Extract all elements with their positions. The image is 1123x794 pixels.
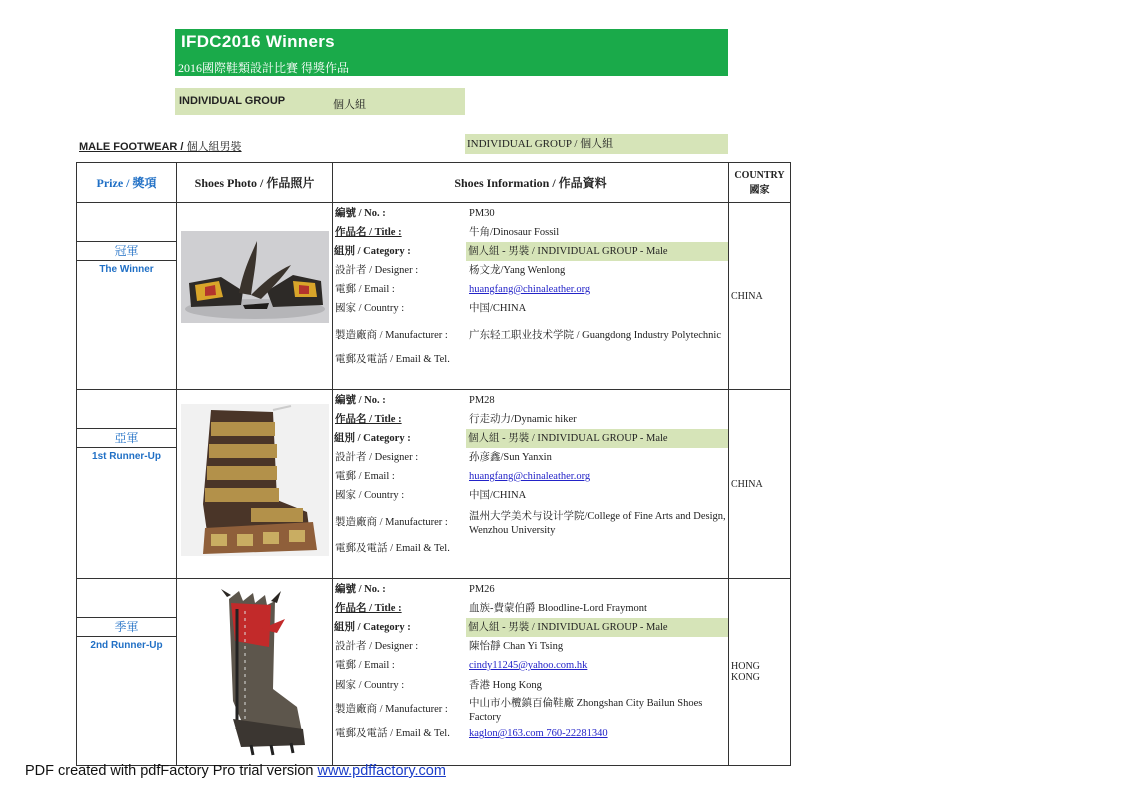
label-country: 國家 / Country : xyxy=(335,303,405,314)
value-no: PM28 xyxy=(469,395,495,406)
info-cell xyxy=(333,203,729,390)
label-designer: 設計者 / Designer : xyxy=(335,452,419,463)
label-no: 編號 / No. : xyxy=(335,395,386,406)
info-cell xyxy=(333,390,729,579)
info-row-category xyxy=(333,242,728,261)
section-group-box xyxy=(465,134,728,154)
info-row-no xyxy=(334,580,728,599)
value-country: 中国/CHINA xyxy=(469,490,527,501)
email-link[interactable]: cindy11245@yahoo.com.hk xyxy=(469,660,588,671)
section-heading-en: MALE FOOTWEAR / xyxy=(79,141,184,153)
winners-table xyxy=(76,162,791,766)
footer-link[interactable]: www.pdffactory.com xyxy=(317,763,446,779)
info-row-no xyxy=(334,391,728,410)
country-cell: CHINA xyxy=(729,390,791,579)
info-row-category xyxy=(333,429,728,448)
value-manufacturer: 广东轻工职业技术学院 / Guangdong Industry Polytechnic xyxy=(469,330,721,341)
label-designer: 設計者 / Designer : xyxy=(335,641,419,652)
value-manufacturer: 温州大学美术与设计学院/College of Fine Arts and Design, Wenzhou University xyxy=(469,511,726,536)
value-manufacturer: 中山市小欖鎮百倫鞋廠 Zhongshan City Bailun Shoes Factory xyxy=(469,698,703,723)
value-category: 個人組 - 男裝 / INDIVIDUAL GROUP - Male xyxy=(466,242,728,261)
photo-cell xyxy=(177,390,333,579)
email-link[interactable]: huangfang@chinaleather.org xyxy=(469,284,591,295)
label-manufacturer: 製造廠商 / Manufacturer : xyxy=(335,330,448,341)
prize-label-cn: 亞軍 xyxy=(77,428,176,448)
info-row-email xyxy=(334,656,728,675)
info-row-category xyxy=(333,618,728,637)
info-row-title xyxy=(334,410,728,429)
photo-cell xyxy=(177,203,333,390)
prize-cell xyxy=(77,203,177,390)
tel-link[interactable]: kaglon@163.com 760-22281340 xyxy=(469,728,608,739)
country-cell: HONG KONG xyxy=(729,579,791,766)
value-country: 香港 Hong Kong xyxy=(469,680,542,691)
info-row-country xyxy=(334,486,728,505)
header-country xyxy=(729,163,791,203)
info-row-email xyxy=(334,280,728,299)
pdf-footer xyxy=(25,763,446,779)
value-country: 中国/CHINA xyxy=(469,303,527,314)
prize-cell xyxy=(77,390,177,579)
info-row-manufacturer xyxy=(334,511,728,536)
info-row-title xyxy=(334,599,728,618)
footer-text: PDF created with pdfFactory Pro trial version xyxy=(25,763,318,779)
prize-cell xyxy=(77,579,177,766)
group-label-box xyxy=(175,88,465,115)
shoe-photo-dinosaur xyxy=(181,231,329,323)
photo-cell xyxy=(177,579,333,766)
shoe-photo-boot xyxy=(181,404,329,556)
prize-label-en: 2nd Runner-Up xyxy=(90,640,163,651)
label-category: 組別 / Category : xyxy=(334,433,411,444)
header-country-cn: 國家 xyxy=(749,184,770,196)
prize-label-cn: 季軍 xyxy=(77,617,176,637)
info-row-tel xyxy=(334,724,728,743)
value-designer: 杨文龙/Yang Wenlong xyxy=(469,265,566,276)
label-email: 電郵 / Email : xyxy=(335,284,395,295)
prize-label-en: 1st Runner-Up xyxy=(92,451,161,462)
value-category: 個人組 - 男裝 / INDIVIDUAL GROUP - Male xyxy=(466,429,728,448)
title-banner xyxy=(175,29,728,76)
label-no: 編號 / No. : xyxy=(335,584,386,595)
value-title: 牛角/Dinosaur Fossil xyxy=(469,227,560,238)
value-designer: 陳怡靜 Chan Yi Tsing xyxy=(469,641,564,652)
section-heading xyxy=(79,138,242,154)
info-row-designer xyxy=(334,637,728,656)
label-manufacturer: 製造廠商 / Manufacturer : xyxy=(335,704,448,715)
header-country-en: COUNTRY xyxy=(734,169,785,181)
table-header-row xyxy=(77,163,791,203)
value-category: 個人組 - 男裝 / INDIVIDUAL GROUP - Male xyxy=(466,618,728,637)
header-info: Shoes Information / 作品資料 xyxy=(333,163,729,203)
label-category: 組別 / Category : xyxy=(334,246,411,257)
value-no: PM30 xyxy=(469,208,495,219)
info-row-title xyxy=(334,223,728,242)
table-row xyxy=(77,390,791,579)
info-row-tel xyxy=(334,539,728,558)
label-manufacturer: 製造廠商 / Manufacturer : xyxy=(335,517,448,528)
prize-label-cn: 冠軍 xyxy=(77,241,176,261)
group-label-cn: 個人組 xyxy=(333,99,366,111)
label-designer: 設計者 / Designer : xyxy=(335,265,419,276)
value-title: 血族-費蒙伯爵 Bloodline-Lord Fraymont xyxy=(469,603,647,614)
table-row xyxy=(77,203,791,390)
value-no: PM26 xyxy=(469,584,495,595)
label-country: 國家 / Country : xyxy=(335,680,405,691)
info-row-manufacturer xyxy=(334,698,728,723)
info-row-country xyxy=(334,299,728,318)
label-title: 作品名 / Title : xyxy=(335,414,402,425)
shoe-photo-tall-boot xyxy=(181,589,329,759)
page-title: IFDC2016 Winners xyxy=(181,32,335,51)
info-row-no xyxy=(334,204,728,223)
table-row xyxy=(77,579,791,766)
country-cell: CHINA xyxy=(729,203,791,390)
label-tel: 電郵及電話 / Email & Tel. xyxy=(335,728,450,739)
label-no: 編號 / No. : xyxy=(335,208,386,219)
section-group-label: INDIVIDUAL GROUP / 個人組 xyxy=(467,138,614,150)
label-tel: 電郵及電話 / Email & Tel. xyxy=(335,543,450,554)
group-label-en: INDIVIDUAL GROUP xyxy=(179,95,286,107)
value-title: 行走动力/Dynamic hiker xyxy=(469,414,577,425)
header-photo: Shoes Photo / 作品照片 xyxy=(177,163,333,203)
label-country: 國家 / Country : xyxy=(335,490,405,501)
section-heading-cn: 個人組男裝 xyxy=(186,141,242,153)
info-row-tel xyxy=(334,350,728,369)
header-prize: Prize / 獎項 xyxy=(77,163,177,203)
value-designer: 孙彦鑫/Sun Yanxin xyxy=(469,452,552,463)
label-tel: 電郵及電話 / Email & Tel. xyxy=(335,354,450,365)
label-email: 電郵 / Email : xyxy=(335,471,395,482)
prize-label-en: The Winner xyxy=(99,264,154,275)
info-cell xyxy=(333,579,729,766)
info-row-designer xyxy=(334,448,728,467)
info-row-email xyxy=(334,467,728,486)
label-category: 組別 / Category : xyxy=(334,622,411,633)
label-title: 作品名 / Title : xyxy=(335,603,402,614)
label-email: 電郵 / Email : xyxy=(335,660,395,671)
page-subtitle: 2016國際鞋類設計比賽 得獎作品 xyxy=(178,61,350,75)
info-row-designer xyxy=(334,261,728,280)
email-link[interactable]: huangfang@chinaleather.org xyxy=(469,471,591,482)
label-title: 作品名 / Title : xyxy=(335,227,402,238)
info-row-manufacturer xyxy=(334,326,728,345)
info-row-country xyxy=(334,676,728,695)
